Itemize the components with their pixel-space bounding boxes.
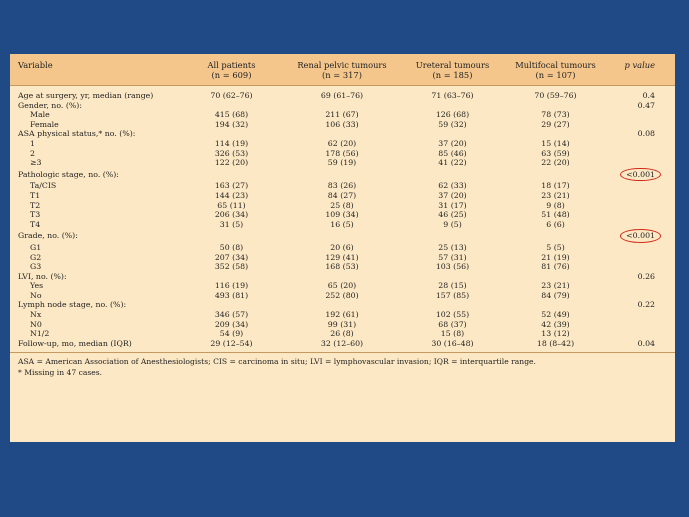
cell-value <box>504 272 607 282</box>
row-label: ≥3 <box>30 158 42 168</box>
header-col: All patients (n = 609) <box>180 54 283 85</box>
table-row <box>10 201 675 211</box>
row-label: Nx <box>30 310 42 320</box>
cell-value: 31 (17) <box>438 200 467 210</box>
highlight-circle: <0.001 <box>620 229 661 243</box>
cell-value: 102 (55) <box>435 310 470 320</box>
cell-value: 6 (6) <box>546 219 565 229</box>
header-variable: Variable <box>10 54 180 85</box>
cell-value: 9 (8) <box>546 200 565 210</box>
p-value <box>607 320 675 330</box>
cell-value: 23 (21) <box>541 190 570 200</box>
cell-value: 83 (26) <box>327 181 357 191</box>
cell-value <box>401 129 504 139</box>
header-col: Multifocal tumours (n = 107) <box>504 54 607 85</box>
p-value <box>607 191 675 201</box>
cell-value: 114 (19) <box>214 138 249 148</box>
table-row <box>10 210 675 220</box>
cell-value <box>401 272 504 282</box>
cell-value: 346 (57) <box>214 310 249 320</box>
cell-value <box>283 129 401 139</box>
cell-value <box>504 300 607 310</box>
cell-value: 25 (8) <box>330 200 354 210</box>
p-value <box>607 229 675 243</box>
cell-value: 207 (34) <box>214 252 249 262</box>
cell-value: 32 (12–60) <box>320 338 364 348</box>
row-label: Follow-up, mo, median (IQR) <box>18 338 132 348</box>
table-row <box>10 243 675 253</box>
cell-value: 15 (14) <box>541 138 570 148</box>
p-value <box>607 243 675 253</box>
data-table <box>10 86 675 352</box>
footnote: ASA = American Association of Anesthesiologists; CIS = carcinoma in situ; LVI = lymphovascular invasion; IQR = interquartile range. <box>18 357 536 367</box>
row-label: ASA physical status,* no. (%): <box>18 129 136 139</box>
table-row <box>10 120 675 130</box>
cell-value: 168 (53) <box>325 262 359 272</box>
cell-value: 493 (81) <box>214 290 249 300</box>
p-value <box>607 210 675 220</box>
cell-value <box>180 272 283 282</box>
row-label: T3 <box>30 210 41 220</box>
cell-value: 65 (11) <box>217 200 246 210</box>
p-value: 0.04 <box>637 338 655 348</box>
row-label: Female <box>30 119 59 129</box>
footnotes <box>10 352 675 378</box>
header-table <box>10 54 675 85</box>
table-row <box>10 149 675 159</box>
cell-value <box>401 168 504 182</box>
cell-value: 129 (41) <box>325 252 359 262</box>
row-label: Grade, no. (%): <box>18 231 78 241</box>
cell-value <box>504 101 607 111</box>
table-row <box>10 86 675 101</box>
p-value <box>607 253 675 263</box>
table-row <box>10 320 675 330</box>
highlight-circle: <0.001 <box>620 168 661 182</box>
cell-value: 103 (56) <box>435 262 470 272</box>
cell-value <box>504 229 607 243</box>
cell-value: 326 (53) <box>214 148 249 158</box>
cell-value: 59 (19) <box>327 158 357 168</box>
cell-value <box>180 129 283 139</box>
cell-value: 42 (39) <box>541 319 570 329</box>
row-label: G2 <box>30 252 42 262</box>
cell-value: 59 (32) <box>438 119 467 129</box>
cell-value: 15 (8) <box>440 329 465 339</box>
cell-value: 16 (5) <box>330 219 354 229</box>
p-value <box>607 181 675 191</box>
row-label: Ta/CIS <box>30 181 57 191</box>
p-value <box>607 158 675 168</box>
row-label: LVI, no. (%): <box>18 271 67 281</box>
cell-value: 126 (68) <box>435 110 470 120</box>
cell-value: 70 (62–76) <box>210 91 253 100</box>
table-row <box>10 229 675 243</box>
table-row <box>10 139 675 149</box>
p-value: 0.47 <box>637 100 655 110</box>
p-value <box>607 120 675 130</box>
row-label: N0 <box>30 319 42 329</box>
cell-value: 20 (6) <box>330 242 354 252</box>
row-label: T1 <box>30 190 41 200</box>
cell-value <box>401 101 504 111</box>
row-label: No <box>30 290 42 300</box>
cell-value: 25 (13) <box>438 242 467 252</box>
cell-value: 18 (17) <box>541 181 570 191</box>
cell-value: 178 (56) <box>325 148 359 158</box>
p-value <box>607 262 675 272</box>
p-value <box>607 110 675 120</box>
cell-value: 28 (15) <box>438 281 467 291</box>
p-value <box>607 281 675 291</box>
cell-value <box>504 168 607 182</box>
table-row <box>10 110 675 120</box>
cell-value: 63 (59) <box>541 148 570 158</box>
cell-value <box>283 168 401 182</box>
cell-value: 157 (85) <box>435 290 470 300</box>
table-row <box>10 339 675 353</box>
p-value: 0.4 <box>642 91 655 100</box>
cell-value: 192 (61) <box>325 310 359 320</box>
p-value: 0.22 <box>637 300 655 310</box>
cell-value: 163 (27) <box>214 181 249 191</box>
table-row <box>10 272 675 282</box>
cell-value: 252 (80) <box>325 290 359 300</box>
table-row <box>10 191 675 201</box>
cell-value: 13 (12) <box>541 329 570 339</box>
cell-value <box>504 129 607 139</box>
table-row <box>10 310 675 320</box>
row-label: T2 <box>30 200 41 210</box>
cell-value: 84 (27) <box>327 190 357 200</box>
row-label: Yes <box>30 281 44 291</box>
table-row <box>10 129 675 139</box>
cell-value: 78 (73) <box>541 110 570 120</box>
table-row <box>10 253 675 263</box>
table-row <box>10 181 675 191</box>
cell-value: 81 (76) <box>541 262 570 272</box>
row-label: Lymph node stage, no. (%): <box>18 300 127 310</box>
cell-value: 211 (67) <box>325 110 359 120</box>
table-card <box>10 54 675 442</box>
p-value: 0.08 <box>637 129 655 139</box>
p-value <box>607 329 675 339</box>
footnote: * Missing in 47 cases. <box>18 367 103 377</box>
cell-value: 9 (5) <box>443 219 462 229</box>
p-value <box>607 139 675 149</box>
row-label: G3 <box>30 262 42 272</box>
row-label: Pathologic stage, no. (%): <box>18 169 119 179</box>
row-label: G1 <box>30 242 42 252</box>
table-row <box>10 281 675 291</box>
cell-value <box>180 300 283 310</box>
row-label: 1 <box>30 138 35 148</box>
cell-value: 46 (25) <box>438 210 467 220</box>
header-row <box>10 54 675 85</box>
cell-value: 51 (48) <box>541 210 570 220</box>
cell-value: 57 (31) <box>438 252 467 262</box>
cell-value <box>401 229 504 243</box>
cell-value: 37 (20) <box>438 138 467 148</box>
cell-value: 5 (5) <box>546 242 565 252</box>
table-row <box>10 220 675 230</box>
cell-value: 37 (20) <box>438 190 467 200</box>
cell-value <box>283 101 401 111</box>
table-row <box>10 329 675 339</box>
cell-value: 50 (8) <box>219 242 244 252</box>
cell-value: 23 (21) <box>541 281 570 291</box>
cell-value <box>283 229 401 243</box>
table-row <box>10 101 675 111</box>
cell-value: 54 (9) <box>219 329 244 339</box>
header-col: Ureteral tumours (n = 185) <box>401 54 504 85</box>
cell-value: 29 (27) <box>541 119 570 129</box>
row-label: T4 <box>30 219 41 229</box>
cell-value <box>401 300 504 310</box>
cell-value: 85 (46) <box>438 148 467 158</box>
cell-value: 69 (61–76) <box>320 91 364 100</box>
cell-value: 84 (79) <box>541 290 570 300</box>
cell-value: 62 (20) <box>327 138 357 148</box>
cell-value <box>283 272 401 282</box>
row-label: Gender, no. (%): <box>18 100 82 110</box>
cell-value: 30 (16–48) <box>431 338 474 348</box>
p-value <box>607 291 675 301</box>
cell-value: 99 (31) <box>327 319 357 329</box>
table-row <box>10 262 675 272</box>
table-row <box>10 291 675 301</box>
table-row <box>10 158 675 168</box>
p-value: 0.26 <box>637 271 655 281</box>
cell-value: 122 (20) <box>214 158 249 168</box>
cell-value <box>180 229 283 243</box>
cell-value: 70 (59–76) <box>534 91 577 100</box>
row-label: 2 <box>30 148 35 158</box>
header-col: Renal pelvic tumours (n = 317) <box>283 54 401 85</box>
cell-value: 22 (20) <box>541 158 570 168</box>
cell-value: 194 (32) <box>214 119 249 129</box>
cell-value: 68 (37) <box>438 319 467 329</box>
p-value <box>607 201 675 211</box>
cell-value: 352 (58) <box>214 262 249 272</box>
row-label: N1/2 <box>30 329 50 339</box>
cell-value: 52 (49) <box>541 310 570 320</box>
cell-value: 206 (34) <box>214 210 249 220</box>
cell-value: 31 (5) <box>219 219 244 229</box>
cell-value: 116 (19) <box>214 281 249 291</box>
cell-value: 106 (33) <box>325 119 359 129</box>
cell-value: 21 (19) <box>541 252 570 262</box>
p-value <box>607 220 675 230</box>
cell-value: 109 (34) <box>325 210 359 220</box>
row-label: Male <box>30 110 50 120</box>
cell-value: 29 (12–54) <box>210 338 253 348</box>
cell-value: 415 (68) <box>214 110 249 120</box>
p-value <box>607 168 675 182</box>
table-row <box>10 300 675 310</box>
header-pvalue: p value <box>607 54 675 85</box>
cell-value <box>283 300 401 310</box>
cell-value <box>180 168 283 182</box>
cell-value: 65 (20) <box>327 281 357 291</box>
cell-value: 18 (8–42) <box>536 338 575 348</box>
cell-value: 71 (63–76) <box>431 91 474 100</box>
cell-value: 62 (33) <box>438 181 467 191</box>
cell-value: 209 (34) <box>214 319 249 329</box>
p-value <box>607 310 675 320</box>
cell-value: 41 (22) <box>438 158 467 168</box>
table-row <box>10 168 675 182</box>
cell-value <box>180 101 283 111</box>
cell-value: 26 (8) <box>330 329 354 339</box>
row-label: Age at surgery, yr, median (range) <box>18 91 154 100</box>
cell-value: 144 (23) <box>214 190 249 200</box>
p-value <box>607 149 675 159</box>
